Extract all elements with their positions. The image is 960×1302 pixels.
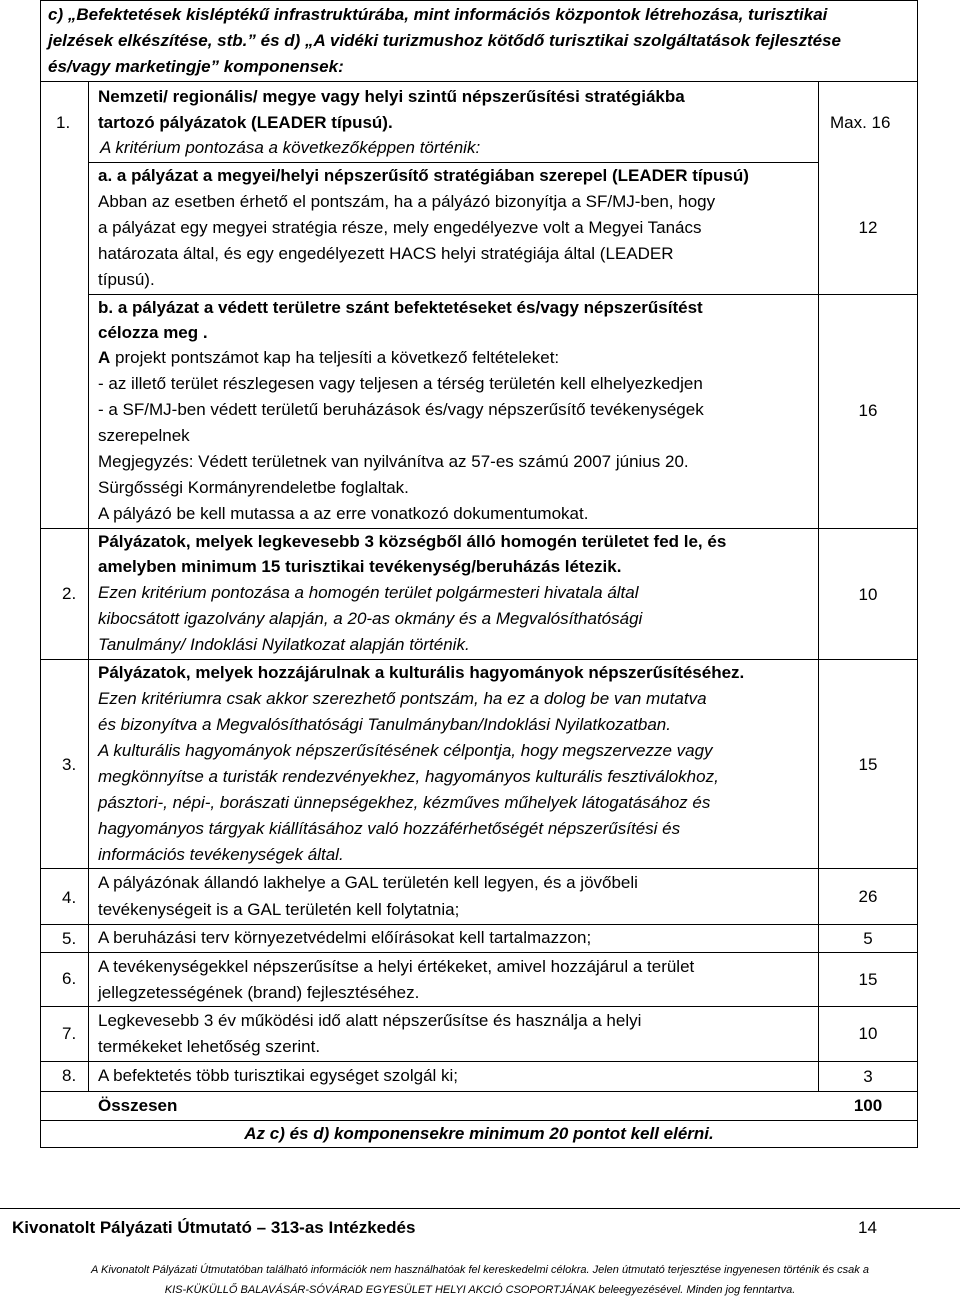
criterion-3-italic-line-6: hagyományos tárgyak kiállításához való hozzáférhetőségét népszerűsítési és — [98, 819, 681, 838]
criterion-7-points: 10 — [858, 1024, 878, 1043]
column-divider-right — [818, 81, 819, 1092]
total-points: 100 — [853, 1096, 883, 1115]
criterion-5-line-1: A beruházási terv környezetvédelmi előírásokat kell tartalmazzon; — [98, 928, 592, 947]
criterion-3-title: Pályázatok, melyek hozzájárulnak a kulturális hagyományok népszerűsítéséhez. — [98, 663, 745, 682]
criterion-6-line-1: A tevékenységekkel népszerűsítse a helyi értékeket, amivel hozzájárul a terület — [98, 957, 695, 976]
footer-title: Kivonatolt Pályázati Útmutató – 313-as Intézkedés — [12, 1218, 416, 1237]
criterion-1-max-points: Max. 16 — [830, 113, 891, 132]
criterion-2-points: 10 — [858, 585, 878, 604]
criterion-6-line-2: jellegzetességének (brand) fejlesztéséhez. — [98, 983, 420, 1002]
footer-rule — [0, 1208, 960, 1209]
criterion-2-italic-line-2: kibocsátott igazolvány alapján, a 20-as okmány és a Megvalósíthatósági — [98, 609, 643, 628]
criterion-8-line-1: A befektetés több turisztikai egységet szolgál ki; — [98, 1066, 459, 1085]
criterion-4-line-2: tevékenységeit is a GAL területén kell folytatnia; — [98, 900, 460, 919]
divider-row-6 — [40, 1006, 918, 1007]
criterion-3-points: 15 — [858, 755, 878, 774]
criterion-6-number: 6. — [62, 969, 77, 988]
criterion-1b-title-line-1: b. a pályázat a védett területre szánt befektetéseket és/vagy népszerűsítést — [98, 298, 703, 317]
section-heading-line-1: c) „Befektetések kisléptékű infrastruktúrába, mint információs központok létrehozása, turisztikai — [48, 5, 828, 24]
criterion-1a-line-4: típusú). — [98, 270, 155, 289]
criterion-1b-conditions-bold: A — [98, 348, 111, 367]
criterion-1-intro: A kritérium pontozása a következőképpen történik: — [100, 138, 481, 157]
criterion-4-number: 4. — [62, 888, 77, 907]
criterion-3-number: 3. — [62, 755, 77, 774]
criterion-1a-title: a. a pályázat a megyei/helyi népszerűsítő stratégiában szerepel (LEADER típusú) — [98, 166, 749, 185]
criterion-8-number: 8. — [62, 1066, 77, 1085]
criterion-1a-points: 12 — [858, 218, 878, 237]
criterion-2-number: 2. — [62, 584, 77, 603]
criterion-1b-line-3: szerepelnek — [98, 426, 190, 445]
criterion-1a-line-2: a pályázat egy megyei stratégia része, mely engedélyezve volt a Megyei Tanács — [98, 218, 702, 237]
criterion-2-italic-line-3: Tanulmány/ Indoklási Nyilatkozat alapján történik. — [98, 635, 470, 654]
divider-row-3 — [40, 868, 918, 869]
minimum-score-note: Az c) és d) komponensekre minimum 20 pontot kell elérni. — [244, 1124, 714, 1143]
criterion-2-title-line-2: amelyben minimum 15 turisztikai tevékenység/beruházás létezik. — [98, 557, 622, 576]
criterion-2-title-line-1: Pályázatok, melyek legkevesebb 3 községből álló homogén területet fed le, és — [98, 532, 727, 551]
criterion-2-italic-line-1: Ezen kritérium pontozása a homogén terület polgármesteri hivatala által — [98, 583, 639, 602]
section-heading-line-2: jelzések elkészítése, stb.” és d) „A vidéki turizmushoz kötődő turisztikai szolgáltatások fejlesztése — [48, 31, 841, 50]
column-divider-left — [88, 81, 89, 1092]
page-number: 14 — [858, 1218, 877, 1237]
criterion-1-title-line-1: Nemzeti/ regionális/ megye vagy helyi szintű népszerűsítési stratégiákba — [98, 87, 685, 106]
criterion-1b-line-4: Megjegyzés: Védett területnek van nyilvánítva az 57-es számú 2007 június 20. — [98, 452, 689, 471]
criterion-3-italic-line-2: és bizonyítva a Megvalósíthatósági Tanulmányban/Indoklási Nyilatkozatban. — [98, 715, 671, 734]
criterion-3-italic-line-4: megkönnyítse a turisták rendezvényekhez, hagyományos kulturális fesztiválokhoz, — [98, 767, 719, 786]
divider-row-8 — [40, 1091, 918, 1092]
criterion-7-number: 7. — [62, 1024, 77, 1043]
criterion-3-italic-line-1: Ezen kritériumra csak akkor szerezhető pontszám, ha ez a dolog be van mutatva — [98, 689, 707, 708]
criterion-6-points: 15 — [858, 970, 878, 989]
criterion-1b-line-5: Sürgősségi Kormányrendeletbe foglaltak. — [98, 478, 409, 497]
criterion-4-line-1: A pályázónak állandó lakhelye a GAL területén kell legyen, és a jövőbeli — [98, 873, 638, 892]
criterion-3-italic-line-7: információs tevékenységek által. — [98, 845, 344, 864]
criterion-3-italic-line-5: pásztori-, népi-, borászati ünnepségekhez, kézműves műhelyek látogatásához és — [98, 793, 711, 812]
divider-header — [40, 81, 918, 82]
section-heading-line-3: és/vagy marketingje” komponensek: — [48, 57, 344, 76]
footer-disclaimer-line-2: KIS-KÜKÜLLŐ BALAVÁSÁR-SÓVÁRAD EGYESÜLET HELYI AKCIÓ CSOPORTJÁNAK beleegyezésével. Minden jog fenntartva. — [164, 1284, 796, 1296]
total-label: Összesen — [98, 1096, 178, 1115]
criterion-4-points: 26 — [858, 887, 878, 906]
criterion-1a-line-1: Abban az esetben érhető el pontszám, ha a pályázó bizonyítja a SF/MJ-ben, hogy — [98, 192, 716, 211]
footer-disclaimer-line-1: A Kivonatolt Pályázati Útmutatóban található információk nem használhatóak fel kereskedelmi célokra. Jelen útmutató terjesztése ingyenesen történik és csak a — [91, 1264, 869, 1276]
criterion-7-line-2: termékeket lehetőség szerint. — [98, 1037, 321, 1056]
criterion-1b-conditions-intro — [98, 345, 559, 371]
criterion-8-points: 3 — [863, 1067, 873, 1086]
criterion-1-title-line-2: tartozó pályázatok (LEADER típusú). — [98, 113, 393, 132]
criterion-5-points: 5 — [863, 929, 873, 948]
criterion-5-number: 5. — [62, 929, 77, 948]
criterion-1a-line-3: határozata által, és egy engedélyezett HACS helyi stratégiája által (LEADER — [98, 244, 674, 263]
criterion-1b-line-1: - az illető terület részlegesen vagy teljesen a térség területén kell elhelyezkedjen — [98, 374, 703, 393]
criterion-1b-line-6: A pályázó be kell mutassa a az erre vonatkozó dokumentumokat. — [98, 504, 589, 523]
criterion-1-number: 1. — [56, 113, 71, 132]
criterion-7-line-1: Legkevesebb 3 év működési idő alatt népszerűsítse és használja a helyi — [98, 1011, 642, 1030]
criterion-1b-points: 16 — [858, 401, 878, 420]
divider-row-5 — [40, 952, 918, 953]
criterion-1b-line-2: - a SF/MJ-ben védett területű beruházások és/vagy népszerűsítő tevékenységek — [98, 400, 704, 419]
criterion-3-italic-line-3: A kulturális hagyományok népszerűsítésének célpontja, hogy megszervezze vagy — [98, 741, 713, 760]
criterion-1b-conditions-rest: projekt pontszámot kap ha teljesíti a következő feltételeket: — [110, 348, 560, 367]
divider-row-7 — [40, 1061, 918, 1062]
criterion-1b-title-line-2: célozza meg . — [98, 323, 208, 342]
